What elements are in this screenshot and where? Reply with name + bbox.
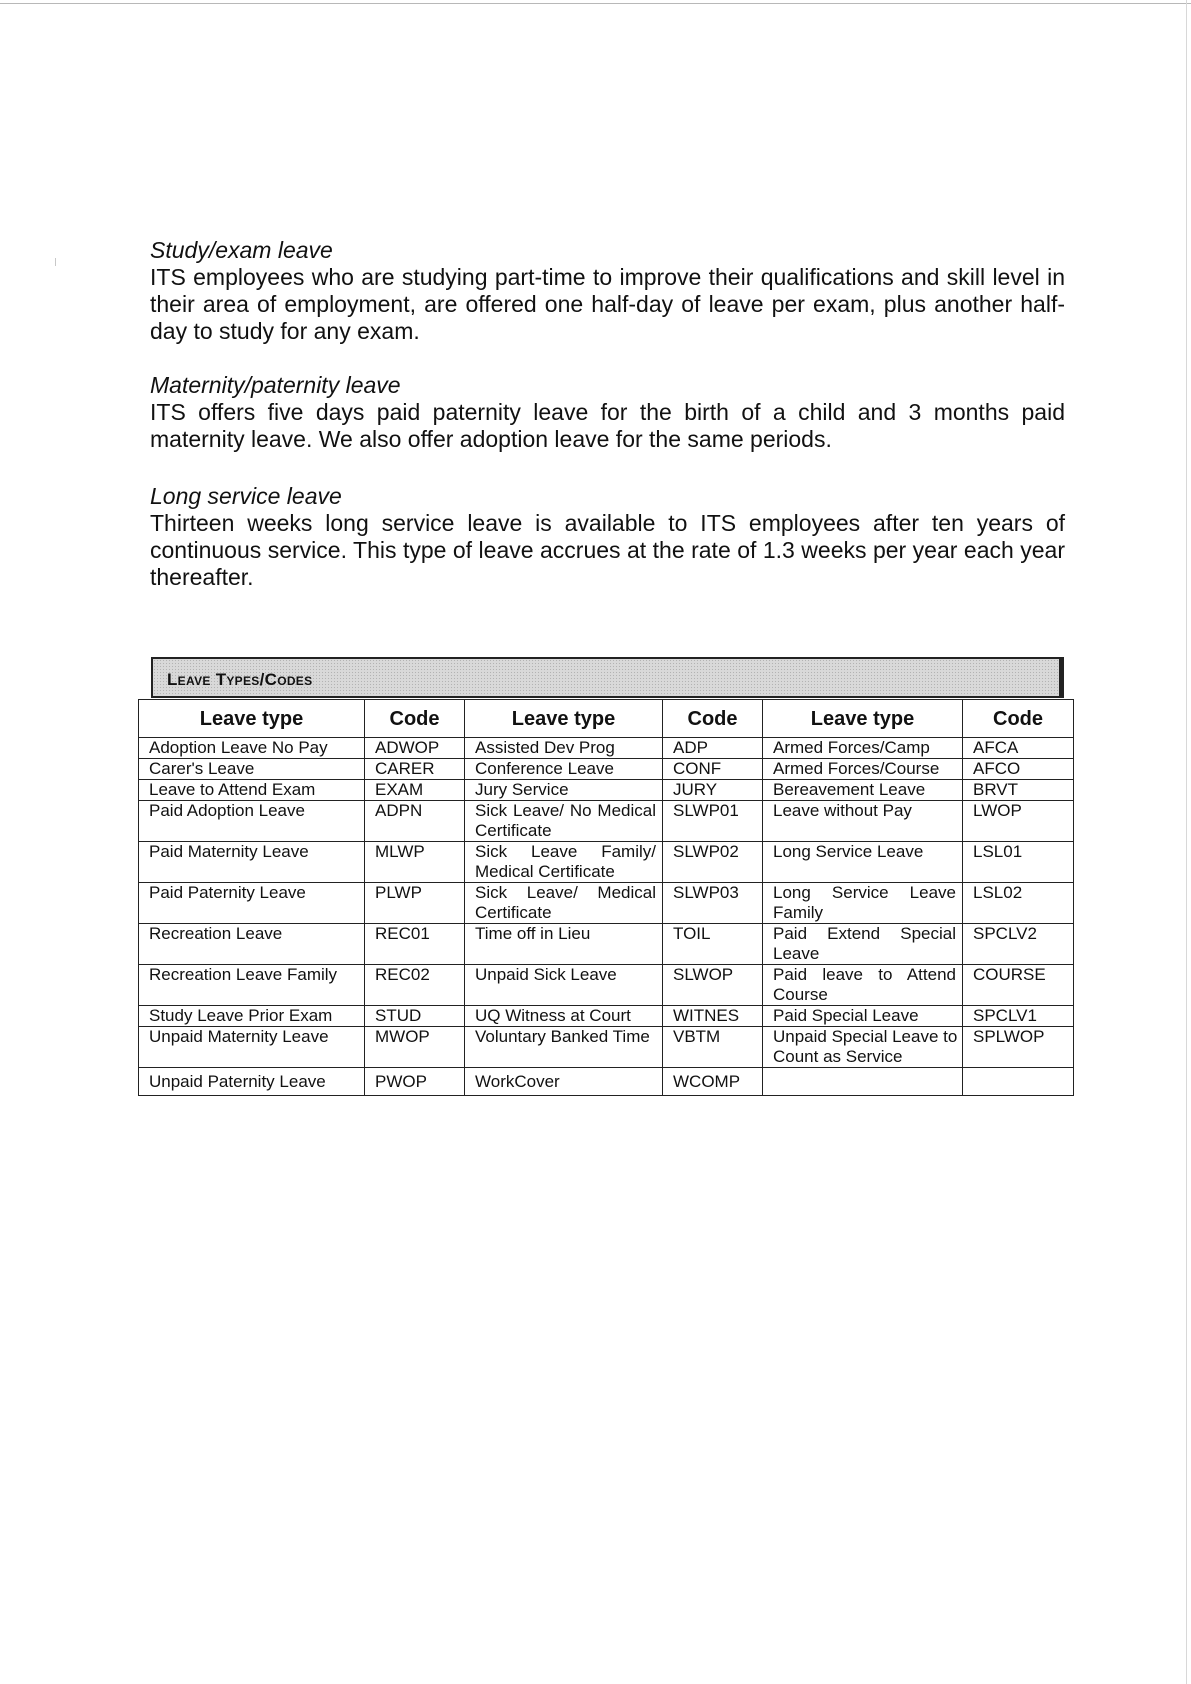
- section-title: Long service leave: [150, 483, 342, 509]
- section-body: ITS employees who are studying part-time to improve their qualifications and skill level in their area of employment, are offered one half-day of leave per exam, plus another half-day to study for any exam.: [150, 264, 1065, 344]
- table-header-row: [139, 700, 1074, 738]
- table-cell: LSL01: [963, 842, 1074, 883]
- table-cell: JURY: [663, 780, 763, 801]
- maternity-paternity-leave-section: [150, 371, 1065, 453]
- table-cell: VBTM: [663, 1027, 763, 1068]
- section-body: ITS offers five days paid paternity leave for the birth of a child and 3 months paid maternity leave. We also offer adoption leave for the same periods.: [150, 399, 1065, 452]
- table-cell: SLWP03: [663, 883, 763, 924]
- table-row: [139, 883, 1074, 924]
- table-cell: Unpaid Special Leave to Count as Service: [763, 1027, 963, 1068]
- section-title: Maternity/paternity leave: [150, 372, 401, 398]
- table-row: [139, 801, 1074, 842]
- table-cell: Paid Paternity Leave: [139, 883, 365, 924]
- table-row: [139, 1006, 1074, 1027]
- table-cell: Leave to Attend Exam: [139, 780, 365, 801]
- table-cell: Paid Adoption Leave: [139, 801, 365, 842]
- table-cell: Time off in Lieu: [465, 924, 663, 965]
- table-cell: SLWP01: [663, 801, 763, 842]
- table-cell: SLWP02: [663, 842, 763, 883]
- table-cell: Voluntary Banked Time: [465, 1027, 663, 1068]
- table-cell: UQ Witness at Court: [465, 1006, 663, 1027]
- table-cell: Study Leave Prior Exam: [139, 1006, 365, 1027]
- table-cell: Unpaid Sick Leave: [465, 965, 663, 1006]
- table-cell: LSL02: [963, 883, 1074, 924]
- table-cell: Carer's Leave: [139, 759, 365, 780]
- table-cell: MWOP: [365, 1027, 465, 1068]
- table-cell: Sick Leave Family/ Medical Certificate: [465, 842, 663, 883]
- section-body: Thirteen weeks long service leave is available to ITS employees after ten years of continuous service. This type of leave accrues at the rate of 1.3 weeks per year each year thereafter.: [150, 510, 1065, 590]
- column-header: Leave type: [763, 700, 963, 738]
- table-cell: Conference Leave: [465, 759, 663, 780]
- study-exam-leave-section: [150, 236, 1065, 345]
- table-cell: Unpaid Paternity Leave: [139, 1068, 365, 1096]
- table-row: [139, 842, 1074, 883]
- leave-table-title-bar: [151, 657, 1064, 698]
- scan-artifact: [55, 258, 56, 266]
- table-cell: CARER: [365, 759, 465, 780]
- table-cell: WorkCover: [465, 1068, 663, 1096]
- table-cell: Recreation Leave Family: [139, 965, 365, 1006]
- leave-table-title: Leave Types/Codes: [167, 670, 313, 689]
- table-cell: PLWP: [365, 883, 465, 924]
- column-header: Leave type: [139, 700, 365, 738]
- table-cell: [963, 1068, 1074, 1096]
- table-cell: STUD: [365, 1006, 465, 1027]
- page-top-rule: [0, 3, 1191, 4]
- table-cell: Recreation Leave: [139, 924, 365, 965]
- table-cell: LWOP: [963, 801, 1074, 842]
- page-right-edge: [1186, 0, 1187, 1684]
- table-cell: Jury Service: [465, 780, 663, 801]
- table-cell: SPCLV2: [963, 924, 1074, 965]
- column-header: Code: [963, 700, 1074, 738]
- table-cell: REC01: [365, 924, 465, 965]
- table-cell: BRVT: [963, 780, 1074, 801]
- title-bar-shadow: [1059, 659, 1062, 696]
- table-cell: ADPN: [365, 801, 465, 842]
- table-cell: Assisted Dev Prog: [465, 738, 663, 759]
- table-cell: AFCO: [963, 759, 1074, 780]
- table-cell: Armed Forces/Camp: [763, 738, 963, 759]
- table-row: [139, 965, 1074, 1006]
- table-cell: Paid leave to Attend Course: [763, 965, 963, 1006]
- table-row: [139, 1027, 1074, 1068]
- table-cell: Bereavement Leave: [763, 780, 963, 801]
- table-cell: WITNES: [663, 1006, 763, 1027]
- table-cell: Sick Leave/ No Medical Certificate: [465, 801, 663, 842]
- table-row: [139, 924, 1074, 965]
- table-cell: Long Service Leave: [763, 842, 963, 883]
- table-cell: Armed Forces/Course: [763, 759, 963, 780]
- table-cell: CONF: [663, 759, 763, 780]
- table-cell: SLWOP: [663, 965, 763, 1006]
- table-cell: Paid Maternity Leave: [139, 842, 365, 883]
- table-cell: Adoption Leave No Pay: [139, 738, 365, 759]
- table-cell: AFCA: [963, 738, 1074, 759]
- table-cell: Long Service Leave Family: [763, 883, 963, 924]
- column-header: Leave type: [465, 700, 663, 738]
- table-cell: MLWP: [365, 842, 465, 883]
- table-row: [139, 780, 1074, 801]
- table-cell: Unpaid Maternity Leave: [139, 1027, 365, 1068]
- table-cell: SPLWOP: [963, 1027, 1074, 1068]
- table-row: [139, 738, 1074, 759]
- table-cell: ADP: [663, 738, 763, 759]
- table-cell: EXAM: [365, 780, 465, 801]
- table-cell: Paid Special Leave: [763, 1006, 963, 1027]
- table-cell: WCOMP: [663, 1068, 763, 1096]
- column-header: Code: [663, 700, 763, 738]
- table-cell: TOIL: [663, 924, 763, 965]
- table-cell: SPCLV1: [963, 1006, 1074, 1027]
- table-cell: Sick Leave/ Medical Certificate: [465, 883, 663, 924]
- long-service-leave-section: [150, 482, 1065, 591]
- column-header: Code: [365, 700, 465, 738]
- table-cell: REC02: [365, 965, 465, 1006]
- table-cell: Leave without Pay: [763, 801, 963, 842]
- table-cell: COURSE: [963, 965, 1074, 1006]
- table-cell: PWOP: [365, 1068, 465, 1096]
- table-row: [139, 1068, 1074, 1096]
- table-cell: Paid Extend Special Leave: [763, 924, 963, 965]
- leave-codes-table: [138, 699, 1074, 1096]
- section-title: Study/exam leave: [150, 237, 333, 263]
- table-cell: ADWOP: [365, 738, 465, 759]
- table-cell: [763, 1068, 963, 1096]
- table-row: [139, 759, 1074, 780]
